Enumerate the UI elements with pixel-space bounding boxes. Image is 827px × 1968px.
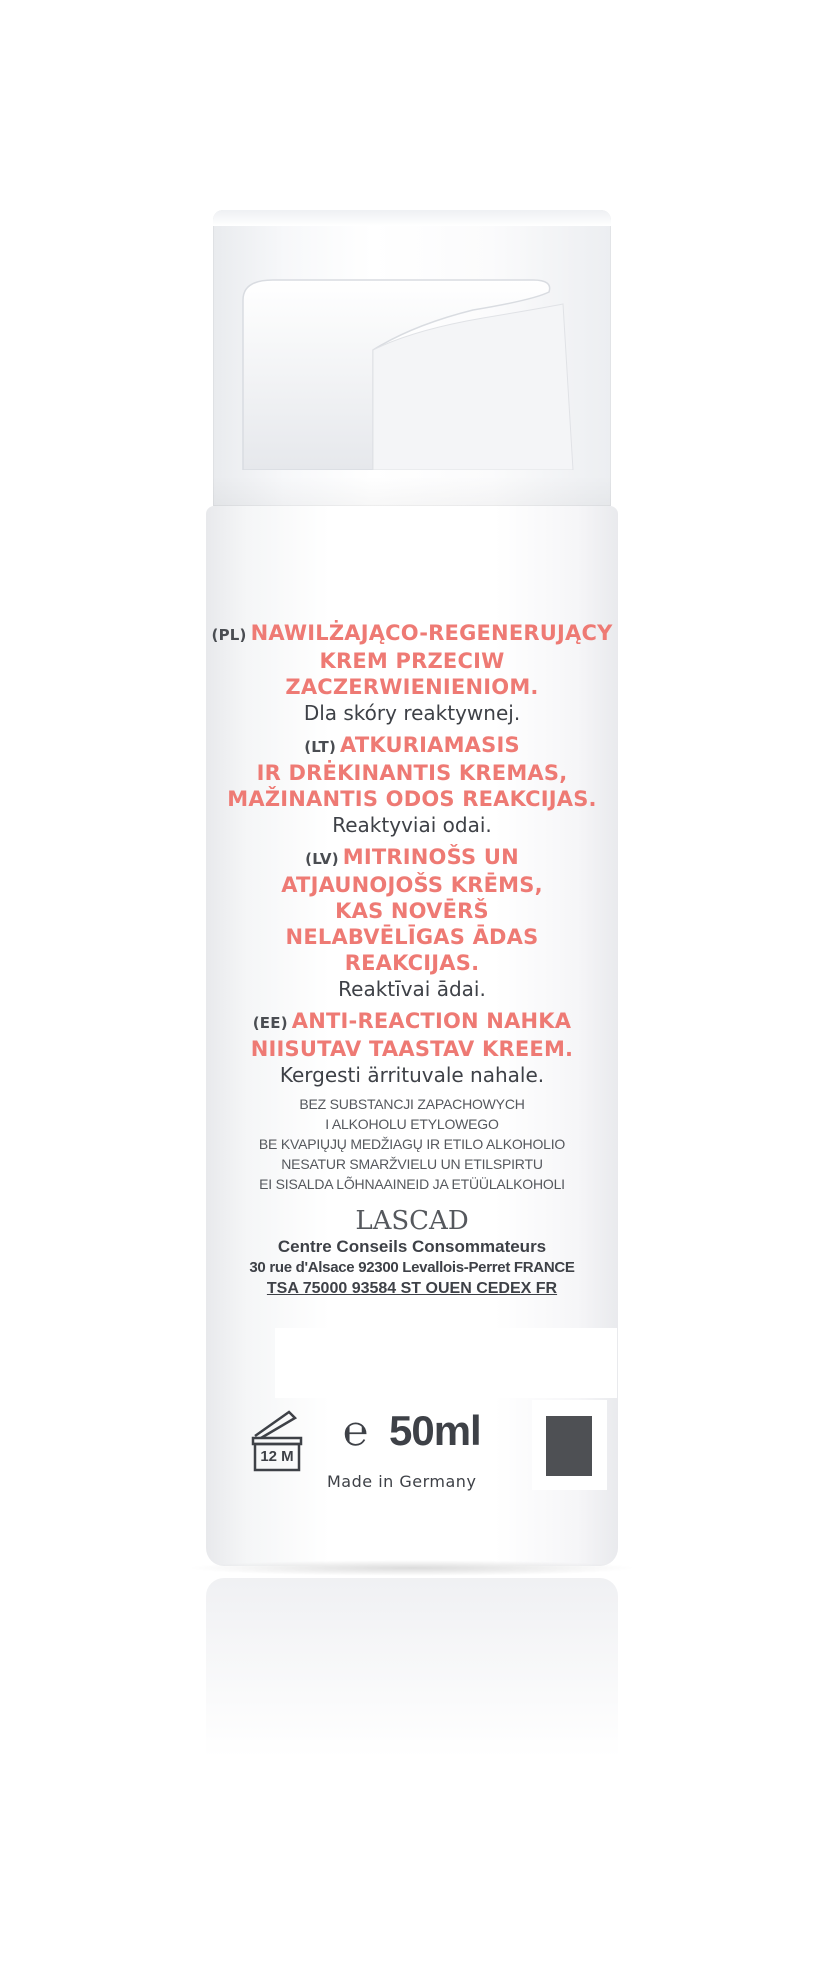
cap-rim <box>213 210 611 226</box>
lt-title-1: (LT) ATKURIAMASIS <box>304 733 520 757</box>
label-text <box>206 620 618 1300</box>
blank-label-panel <box>275 1328 617 1398</box>
ee-title-2: NIISUTAV TAASTAV KREEM. <box>250 1037 574 1061</box>
lv-subtitle: Reaktīvai ādai. <box>338 977 486 1001</box>
label-footer <box>235 1400 605 1500</box>
lv-title-2: ATJAUNOJOŠS KRĒMS, <box>281 873 543 897</box>
lang-block-pl <box>206 620 618 726</box>
volume-value: 50ml <box>389 1407 481 1454</box>
notice-line: NESATUR SMARŽVIELU UN ETILSPIRTU <box>281 1156 543 1172</box>
brand-name: LASCAD <box>355 1206 469 1236</box>
ee-title-1: (EE) ANTI-REACTION NAHKA <box>252 1009 572 1033</box>
fragrance-alcohol-notices <box>206 1094 618 1194</box>
pl-title-2: KREM PRZECIW <box>319 649 505 673</box>
lt-subtitle: Reaktyviai odai. <box>332 813 492 837</box>
swatch-area <box>532 1400 607 1490</box>
pump-head-shape <box>233 270 591 470</box>
pl-title-3: ZACZERWIENIENIOM. <box>285 675 539 699</box>
lt-title-3: MAŽINANTIS ODOS REAKCIJAS. <box>227 787 597 811</box>
lang-block-lt <box>206 732 618 838</box>
period-after-opening <box>249 1404 305 1474</box>
lv-title-5: REAKCIJAS. <box>344 951 480 975</box>
pl-subtitle: Dla skóry reaktywnej. <box>303 701 521 725</box>
bottle-cap <box>213 210 611 506</box>
made-in-label: Made in Germany <box>327 1472 477 1491</box>
lang-block-lv <box>206 844 618 1002</box>
pao-label: 12 M <box>260 1448 294 1465</box>
address-line-2: 30 rue d'Alsace 92300 Levallois-Perret FRANCE <box>249 1259 575 1276</box>
lang-code-ee: (EE) <box>252 1014 288 1032</box>
lt-title-2: IR DRĖKINANTIS KREMAS, <box>256 761 568 785</box>
bottle-reflection <box>206 1578 618 1758</box>
lv-title-1: (LV) MITRINOŠS UN <box>305 845 519 869</box>
color-swatch <box>546 1416 592 1476</box>
cap-shade <box>213 476 611 506</box>
lang-code-pl: (PL) <box>211 626 247 644</box>
notice-line: BE KVAPIŲJŲ MEDŽIAGŲ IR ETILO ALKOHOLIO <box>258 1136 566 1152</box>
lang-code-lt: (LT) <box>304 738 337 756</box>
lang-code-lv: (LV) <box>305 850 339 868</box>
estimated-sign-icon: ℮ <box>343 1406 369 1455</box>
ee-subtitle: Kergesti ärrituvale nahale. <box>279 1063 545 1087</box>
pl-title-1: (PL) NAWILŻAJĄCO-REGENERUJĄCY <box>211 621 613 645</box>
lv-title-3: KAS NOVĒRŠ <box>335 899 489 923</box>
lang-block-ee <box>206 1008 618 1088</box>
volume-mark <box>343 1408 523 1458</box>
address-line-1: Centre Conseils Consommateurs <box>277 1237 547 1256</box>
notice-line: EI SISALDA LÕHNAAINEID JA ETÜÜLALKOHOLI <box>259 1176 565 1192</box>
lv-title-4: NELABVĒLĪGAS ĀDAS <box>285 925 539 949</box>
bottle-shadow <box>186 1560 638 1576</box>
address-line-3: TSA 75000 93584 ST OUEN CEDEX FR <box>266 1280 558 1297</box>
notice-line: I ALKOHOLU ETYLOWEGO <box>325 1116 499 1132</box>
notice-line: BEZ SUBSTANCJI ZAPACHOWYCH <box>299 1096 525 1112</box>
